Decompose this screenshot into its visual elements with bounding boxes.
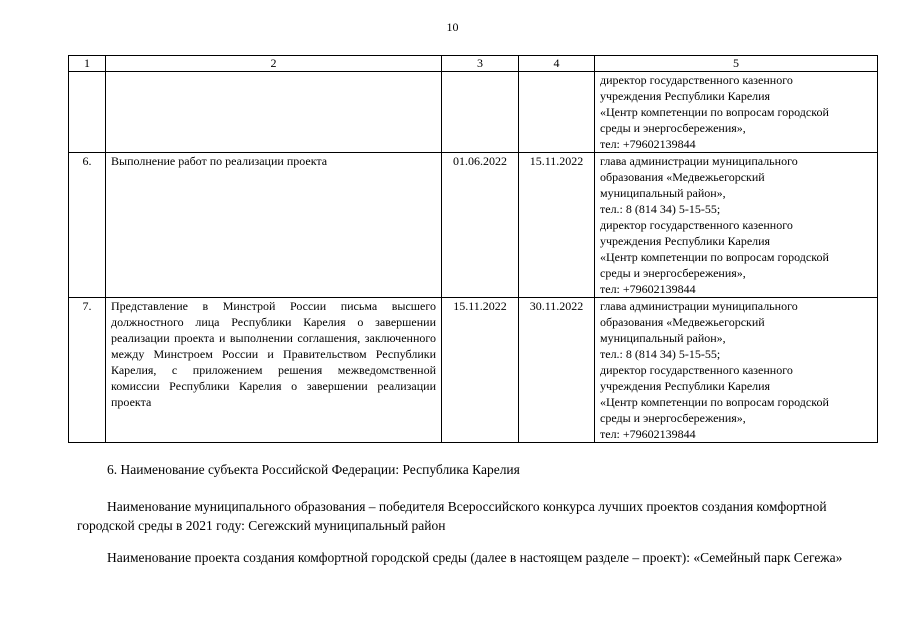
responsible-line: глава администрации муниципального — [600, 154, 798, 168]
implementation-schedule-table — [68, 55, 878, 443]
header-col-5: 5 — [595, 56, 878, 72]
responsible-line: тел.: 8 (814 34) 5-15-55; — [600, 347, 721, 361]
start-date: 15.11.2022 — [442, 298, 519, 443]
end-date: 15.11.2022 — [519, 153, 595, 298]
page-number: 10 — [446, 20, 459, 34]
municipality-name-paragraph: Наименование муниципального образования – победителя Всероссийского конкурса лучших проектов создания комфортной городской среды в 2021 году: Сегежский муниципальный район — [77, 499, 827, 533]
responsible-line: среды и энергосбережения», — [600, 411, 746, 425]
responsible-line: муниципальный район», — [600, 331, 726, 345]
responsible-line: «Центр компетенции по вопросам городской — [600, 250, 829, 264]
responsible-line: директор государственного казенного — [600, 363, 793, 377]
responsible-persons — [595, 72, 878, 153]
task-description — [106, 72, 442, 153]
responsible-persons — [595, 298, 878, 443]
responsible-line: тел: +79602139844 — [600, 282, 696, 296]
responsible-line: среды и энергосбережения», — [600, 121, 746, 135]
responsible-line: муниципальный район», — [600, 186, 726, 200]
table-header-row — [69, 56, 878, 72]
header-col-4: 4 — [519, 56, 595, 72]
responsible-line: учреждения Республики Карелия — [600, 89, 771, 103]
row-number: 7. — [69, 298, 106, 443]
responsible-line: тел: +79602139844 — [600, 427, 696, 441]
responsible-line: образования «Медвежьегорский — [600, 315, 765, 329]
project-name-paragraph: Наименование проекта создания комфортной городской среды (далее в настоящем разделе – проект): «Семейный парк Сегежа» — [107, 550, 843, 565]
responsible-line: директор государственного казенного — [600, 73, 793, 87]
header-col-3: 3 — [442, 56, 519, 72]
task-description: Представление в Минстрой России письма высшего должностного лица Республики Карелия о завершении реализации проекта и выполнении соглашения, заключенного между Минстроем России и Правительством Республики Карелия, с приложением решения межведомственной комиссии Республики Карелия о завершении реализации проекта — [106, 298, 442, 443]
end-date: 30.11.2022 — [519, 298, 595, 443]
task-description: Выполнение работ по реализации проекта — [106, 153, 442, 298]
row-number — [69, 72, 106, 153]
responsible-persons — [595, 153, 878, 298]
responsible-line: тел: +79602139844 — [600, 137, 696, 151]
header-col-2: 2 — [106, 56, 442, 72]
responsible-line: образования «Медвежьегорский — [600, 170, 765, 184]
table-row — [69, 298, 878, 443]
responsible-line: учреждения Республики Карелия — [600, 234, 771, 248]
start-date: 01.06.2022 — [442, 153, 519, 298]
responsible-line: «Центр компетенции по вопросам городской — [600, 105, 829, 119]
responsible-line: директор государственного казенного — [600, 218, 793, 232]
header-col-1: 1 — [69, 56, 106, 72]
subject-name-paragraph: 6. Наименование субъекта Российской Федерации: Республика Карелия — [107, 462, 520, 477]
table-row — [69, 72, 878, 153]
responsible-line: глава администрации муниципального — [600, 299, 798, 313]
responsible-line: среды и энергосбережения», — [600, 266, 746, 280]
start-date — [442, 72, 519, 153]
responsible-line: учреждения Республики Карелия — [600, 379, 771, 393]
table-row — [69, 153, 878, 298]
responsible-line: «Центр компетенции по вопросам городской — [600, 395, 829, 409]
end-date — [519, 72, 595, 153]
row-number: 6. — [69, 153, 106, 298]
responsible-line: тел.: 8 (814 34) 5-15-55; — [600, 202, 721, 216]
